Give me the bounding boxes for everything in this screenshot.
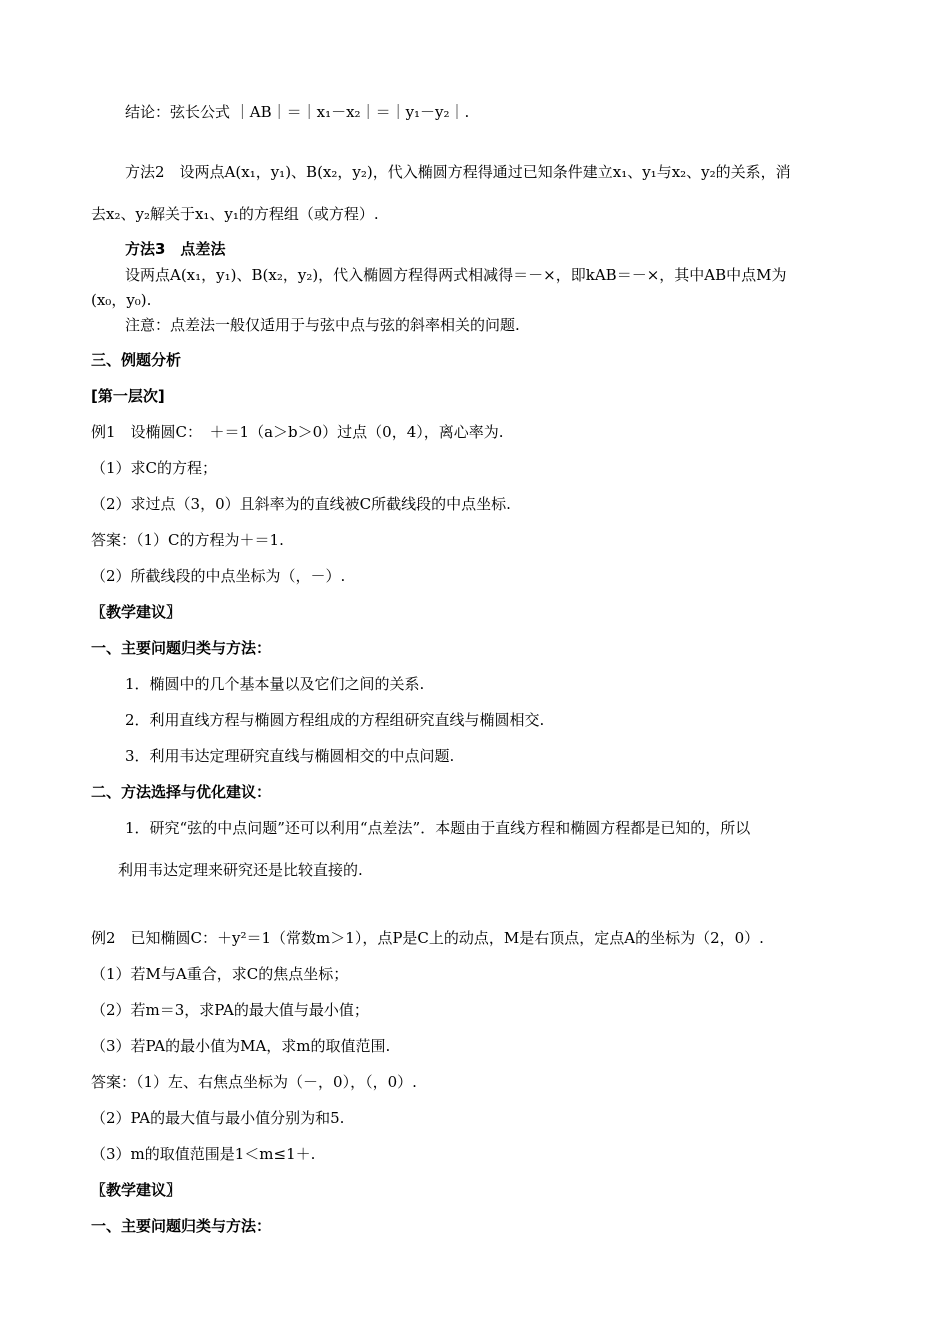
problem-classification-heading-2: 一、主要问题归类与方法： xyxy=(91,1217,272,1235)
classification-item-3: 3．利用韦达定理研究直线与椭圆相交的中点问题. xyxy=(125,747,455,765)
example-1-answer-2: （2）所截线段的中点坐标为（，－）. xyxy=(91,567,346,585)
example-1-part-1: （1）求C的方程； xyxy=(91,459,218,477)
example-1-answer-1: 答案：（1）C的方程为＋＝1. xyxy=(91,531,284,549)
method-selection-item-1-line-2: 利用韦达定理来研究还是比较直接的. xyxy=(118,861,363,879)
example-2-answer-2: （2）PA的最大值与最小值分别为和5. xyxy=(91,1109,345,1127)
example-1-part-2: （2）求过点（3，0）且斜率为的直线被C所截线段的中点坐标. xyxy=(91,495,511,513)
example-2-statement: 例2 已知椭圆C：＋y²＝1（常数m＞1），点P是C上的动点，M是右顶点，定点A的坐标为（2，0）. xyxy=(91,929,764,947)
example-1-statement: 例1 设椭圆C： ＋＝1（a＞b＞0）过点（0，4），离心率为. xyxy=(91,423,504,441)
method-2-line-2: 去x₂、y₂解关于x₁、y₁的方程组（或方程）. xyxy=(91,205,379,223)
example-2-part-1: （1）若M与A重合，求C的焦点坐标； xyxy=(91,965,349,983)
classification-item-1: 1．椭圆中的几个基本量以及它们之间的关系. xyxy=(125,675,425,693)
teaching-advice-heading: 〖教学建议〗 xyxy=(91,603,182,621)
method-selection-item-1-line-1: 1．研究“弦的中点问题”还可以利用“点差法”．本题由于直线方程和椭圆方程都是已知的，所以 xyxy=(125,819,751,837)
classification-item-2: 2．利用直线方程与椭圆方程组成的方程组研究直线与椭圆相交. xyxy=(125,711,545,729)
example-2-part-3: （3）若PA的最小值为MA，求m的取值范围. xyxy=(91,1037,391,1055)
section-3-heading: 三、例题分析 xyxy=(91,351,182,369)
method-selection-heading: 二、方法选择与优化建议： xyxy=(91,783,272,801)
method-3-line-2: (x₀，y₀). xyxy=(91,291,152,309)
conclusion-chord-length: 结论：弦长公式 ｜AB｜＝｜x₁－x₂｜＝｜y₁－y₂｜. xyxy=(125,103,470,121)
example-2-answer-3: （3）m的取值范围是1＜m≤1＋. xyxy=(91,1145,316,1163)
level-1-heading: [第一层次] xyxy=(91,387,165,405)
method-2-line-1: 方法2 设两点A(x₁，y₁)、B(x₂，y₂)，代入椭圆方程得通过已知条件建立x₁、y₁与x₂、y₂的关系，消 xyxy=(125,163,791,181)
example-2-answer-1: 答案：（1）左、右焦点坐标为（－，0），（，0）. xyxy=(91,1073,417,1091)
note-point-difference: 注意：点差法一般仅适用于与弦中点与弦的斜率相关的问题. xyxy=(125,316,520,334)
problem-classification-heading: 一、主要问题归类与方法： xyxy=(91,639,272,657)
method-3-line-1: 设两点A(x₁，y₁)、B(x₂，y₂)，代入椭圆方程得两式相减得＝－×，即kAB＝－×，其中AB中点M为 xyxy=(125,266,787,284)
example-2-part-2: （2）若m＝3，求PA的最大值与最小值； xyxy=(91,1001,369,1019)
method-3-heading: 方法3 点差法 xyxy=(125,240,226,258)
teaching-advice-heading-2: 〖教学建议〗 xyxy=(91,1181,182,1199)
